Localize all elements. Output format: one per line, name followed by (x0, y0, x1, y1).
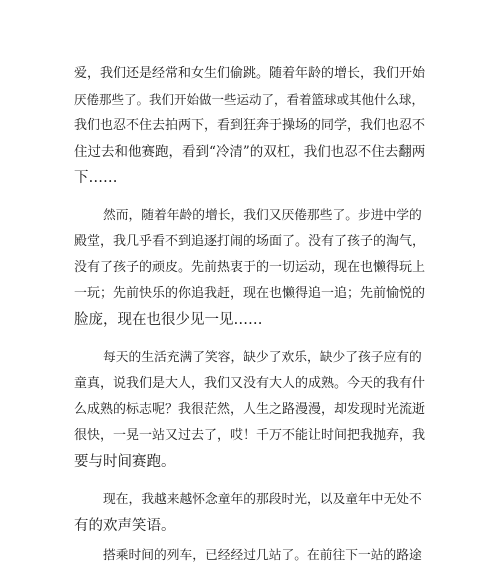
paragraph-3 (74, 345, 424, 475)
text-line: 没有了孩子的顽皮。先前热衷于的一切运动，现在也懒得玩上 (74, 260, 426, 275)
text-line: 很快，一晃一站又过去了，哎！千万不能让时间把我抛弃，我 (74, 428, 426, 443)
text-line: 住过去和他赛跑，看到“冷清”的双杠，我们也忍不住去翻两 (74, 144, 426, 160)
text-line: 童真，说我们是大人，我们又没有大人的成熟。今天的我有什 (74, 376, 426, 391)
paragraph-2 (74, 203, 424, 333)
text-line: 然而，随着年龄的增长，我们又厌倦那些了。步进中学的 (103, 208, 422, 223)
text-line: 我们也忍不住去拍两下，看到狂奔于操场的同学，我们也忍不 (74, 118, 426, 133)
paragraph-1 (74, 61, 424, 191)
text-line: 下…… (74, 170, 118, 186)
text-line: 爱，我们还是经常和女生们偷跳。随着年龄的增长，我们开始 (74, 66, 426, 81)
paragraph-4 (74, 487, 424, 539)
text-line: 厌倦那些了。我们开始做一些运动了，看着篮球或其他什么球， (74, 92, 425, 107)
text-line: 有的欢声笑语。 (74, 518, 176, 534)
text-line: 殿堂，我几乎看不到追逐打闹的场面了。没有了孩子的淘气， (74, 234, 426, 249)
text-line: 一玩；先前快乐的你追我赶，现在也懒得追一追；先前愉悦的 (74, 286, 426, 301)
text-line: 要与时间赛跑。 (74, 454, 176, 470)
text-line: 脸庞，现在也很少见一见…… (74, 312, 263, 328)
text-line: 搭乘时间的列车，已经经过几站了。在前往下一站的路途 (103, 548, 422, 563)
text-line: 么成熟的标志呢？我很茫然，人生之路漫漫，却发现时光流逝 (74, 402, 426, 417)
text-line: 现在，我越来越怀念童年的那段时光，以及童年中无处不 (103, 492, 422, 507)
text-line: 每天的生活充满了笑容，缺少了欢乐，缺少了孩子应有的 (103, 350, 422, 365)
paragraph-5 (74, 543, 424, 566)
